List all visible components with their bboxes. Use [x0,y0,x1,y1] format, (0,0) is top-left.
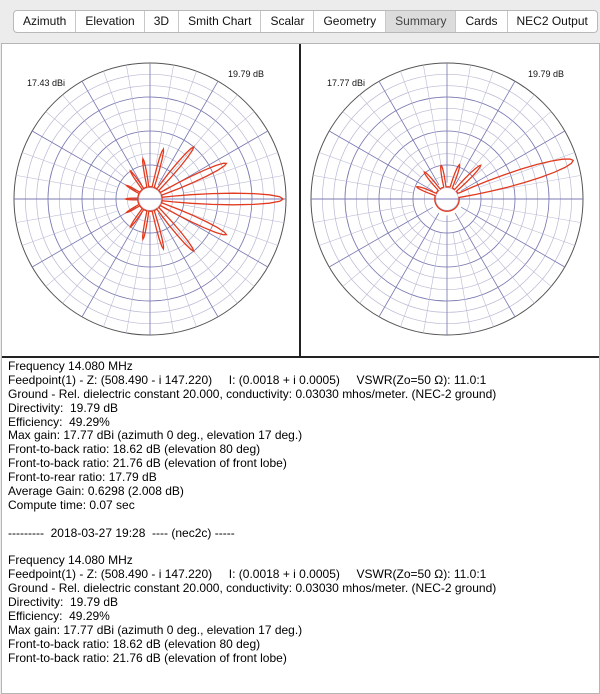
polar-grid-spoke [103,71,138,167]
elevation-polar-chart [301,44,599,357]
summary-line: Efficiency: 49.29% [8,414,110,429]
polar-grid-spoke [453,65,471,165]
pattern-plots [2,44,599,357]
summary-line: Efficiency: 49.29% [8,609,110,624]
polar-grid-spoke [313,175,413,193]
tab-geometry[interactable]: Geometry [314,11,386,32]
tab-smith-chart[interactable]: Smith Chart [179,11,261,32]
polar-grid-spoke [126,232,144,332]
tab-summary[interactable]: Summary [386,11,456,32]
polar-grid-spoke [479,211,575,246]
polar-grid-spoke [16,175,116,193]
summary-text-area[interactable] [8,360,594,690]
summary-line: Average Gain: 0.6298 (2.008 dB) [8,484,184,499]
summary-line [8,513,594,527]
polar-grid-spoke [453,232,471,332]
tab-azimuth[interactable]: Azimuth [14,11,76,32]
tab-scalar[interactable]: Scalar [261,11,314,32]
summary-line: Feedpoint(1) - Z: (508.490 - i 147.220) I: (0.0018 + i 0.0005) VSWR(Zo=50 Ω): 11.0:1 [8,567,487,582]
polar-grid-spoke [182,211,278,246]
azimuth-directivity-label: 19.79 dB [228,69,265,79]
summary-line [8,541,594,555]
summary-panel [1,43,600,694]
view-tab-bar [13,10,598,33]
polar-grid-spoke [400,231,435,327]
tab-3d[interactable]: 3D [145,11,179,32]
summary-line: Front-to-back ratio: 18.62 dB (elevation 80 deg) [8,442,261,457]
elevation-directivity-label: 19.79 dB [528,69,565,79]
summary-line: Ground - Rel. dielectric constant 20.000, conductivity: 0.03030 mhos/meter. (NEC-2 ground) [8,386,497,401]
summary-line: Ground - Rel. dielectric constant 20.000, conductivity: 0.03030 mhos/meter. (NEC-2 ground) [8,581,497,596]
summary-line: Directivity: 19.79 dB [8,595,119,610]
polar-grid-spoke [16,205,116,223]
tab-cards[interactable]: Cards [456,11,507,32]
polar-grid-spoke [183,205,283,223]
polar-grid-spoke [156,65,174,165]
tab-nec2-output[interactable]: NEC2 Output [516,14,588,28]
summary-line: --------- 2018-03-27 19:28 ---- (nec2c) ----- [8,525,235,540]
polar-grid-spoke [313,205,413,223]
azimuth-max-gain-label: 17.43 dBi [27,78,66,88]
elevation-plot [301,44,599,357]
polar-grid-spoke [459,231,494,327]
summary-line: Frequency 14.080 MHz [8,553,133,568]
polar-grid-spoke [480,205,580,223]
summary-line: Feedpoint(1) - Z: (508.490 - i 147.220) I: (0.0018 + i 0.0005) VSWR(Zo=50 Ω): 11.0:1 [8,372,487,387]
polar-grid-spoke [459,71,494,167]
polar-grid-spoke [103,231,138,327]
summary-line: Max gain: 17.77 dBi (azimuth 0 deg., elevation 17 deg.) [8,428,303,443]
azimuth-polar-chart [2,44,299,357]
elevation-max-gain-label: 17.77 dBi [327,78,366,88]
polar-grid-spoke [22,152,118,187]
polar-grid-spoke [183,175,283,193]
summary-line: Directivity: 19.79 dB [8,400,119,415]
polar-grid-spoke [22,211,118,246]
azimuth-plot [2,44,301,357]
polar-grid-spoke [400,71,435,167]
polar-grid-spoke [319,211,415,246]
polar-grid-spoke [319,152,415,187]
polar-grid-spoke [182,152,278,187]
summary-line: Front-to-back ratio: 21.76 dB (elevation of front lobe) [8,650,287,665]
summary-line: Front-to-rear ratio: 17.79 dB [8,470,157,485]
summary-line: Frequency 14.080 MHz [8,360,133,373]
tab-elevation[interactable]: Elevation [76,11,144,32]
polar-grid-spoke [423,232,441,332]
summary-line: Front-to-back ratio: 18.62 dB (elevation 80 deg) [8,636,261,651]
polar-grid-spoke [126,65,144,165]
summary-line: Front-to-back ratio: 21.76 dB (elevation of front lobe) [8,456,287,471]
polar-grid-spoke [423,65,441,165]
summary-line: Max gain: 17.77 dBi (azimuth 0 deg., elevation 17 deg.) [8,622,303,637]
plot-text-divider [2,356,599,358]
elevation-pattern-trace [417,159,574,211]
polar-grid-spoke [156,232,174,332]
summary-line: Compute time: 0.07 sec [8,497,135,512]
